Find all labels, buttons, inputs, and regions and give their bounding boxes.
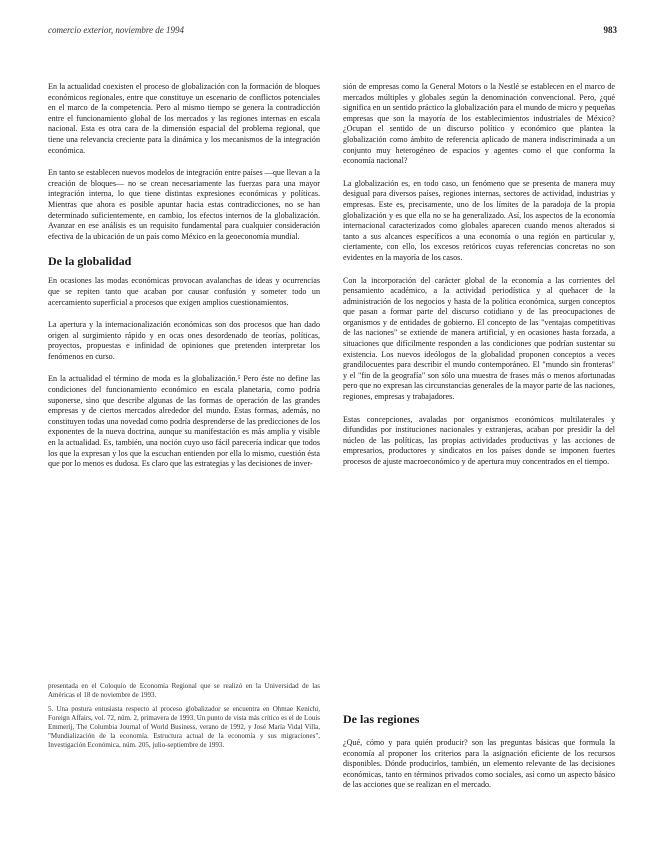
page-number: 983 [603, 25, 617, 35]
paragraph: En la actualidad el término de moda es la globalización.⁵ Pero éste no define las condiciones del funcionamiento económico en escala planetaria, como podría suponerse, sino que describe algunas de las formas de operación de las grandes empresas y de ciertos mercados alrededor del mundo. Estas formas, además, no constituyen todas una novedad como podría desprenderse de las predicciones de los exponentes de la nueva doctrina, aunque su manifestación es más amplia y visible en la actualidad. Es, también, una noción cuyo uso fácil parecería indicar que todos los que la expresan y los que la escuchan entienden por ella lo mismo, cuestión ésta que por lo menos es dudosa. Es claro que las estrategias y las decisiones de inver- [48, 374, 320, 469]
left-column [48, 82, 320, 470]
right-column-bottom [343, 738, 615, 791]
running-head: comercio exterior, noviembre de 1994 [48, 25, 185, 35]
section-title-regiones: De las regiones [343, 712, 420, 726]
paragraph: Con la incorporación del carácter global de la economía a las corrientes del pensamiento académico, a la actividad periodística y al quehacer de la administración de los negocios y hasta de la política económica, surgen conceptos que pasan a formar parte del discurso cotidiano y de las preocupaciones de organismos y de entidades de gobierno. El concepto de las "ventajas competitivas de las naciones" se extiende de manera artificial, y en ocasiones hasta forzada, a situaciones que difícilmente responden a las condiciones que podrían sustentar su existencia. Los nuevos ideólogos de la globalidad proponen conceptos a veces grandilocuentes para describir el mundo contemporáneo. El "mundo sin fronteras" y el "fin de la geografía" son sólo una muestra de frases más o menos afortunadas pero que no expresan las circunstancias generales de la mayor parte de las naciones, regiones, empresas y trabajadores. [343, 275, 615, 402]
section-title-globalidad: De la globalidad [48, 254, 132, 269]
paragraph: sión de empresas como la General Motors o la Nestlé se establecen en el marco de mercados múltiples y globales según la denominación convencional. Pero, ¿qué significa en un sentido práctico la globalización para el mundo de micro y pequeñas empresas que son la mayoría de los establecimientos industriales de México? ¿Ocupan el sentido de un discurso político y económico que plantea la globalización como ámbito de referencia aplicado de manera indiscriminada a un conjunto muy heterogéneo de espacios y agentes como el que conforma la economía nacional? [343, 82, 615, 166]
paragraph: ¿Qué, cómo y para quién producir? son las preguntas básicas que formula la economía al proponer los criterios para la asignación eficiente de los recursos disponibles. Dónde producirlos, también, un elemento relevante de las decisiones económicas, tanto en términos privados como sociales, así como un aspecto básico de las acciones que se realizan en el mercado. [343, 738, 615, 790]
right-column [343, 82, 615, 468]
section-regiones [343, 712, 615, 726]
paragraph: En la actualidad coexisten el proceso de globalización con la formación de bloques económicos regionales, entre que constituye un escenario de conflictos potenciales en el marco de la competencia. Pero al mismo tiempo se genera la contradicción entre el funcionamiento global de los mercados y las regiones internas en escala nacional. Esta es otra cara de la dimensión espacial del problema regional, que tiene una relevancia creciente para la dinámica y los mecanismos de la integración económica. [48, 82, 320, 155]
footnotes [48, 682, 320, 750]
paragraph: La apertura y la internacionalización económicas son dos procesos que han dado origen al surgimiento rápido y en ocas ones desordenado de teorías, políticas, proyectos, propuestas e infinidad de opiniones que pretenden interpretar los fenómenos en curso. [48, 320, 320, 361]
paragraph: En ocasiones las modas económicas provocan avalanchas de ideas y ocurrencias que se repiten tanto que acaban por causar confusión y someter todo un acercamiento superficial a procesos que exigen amplios cuestionamientos. [48, 276, 320, 307]
footnote: presentada en el Coloquio de Economía Regional que se realizó en la Universidad de las Américas el 18 de noviembre de 1993. [48, 682, 320, 699]
paragraph: En tanto se establecen nuevos modelos de integración entre países —que llevan a la creación de bloques— no se crean necesariamente las fuerzas para una mayor integración interna, lo que tiene distintas expresiones económicas y políticas. Mientras que ahora es posible apuntar hacia estas contradicciones, no se han determinado suficientemente, en cambio, los efectos internos de la globalización. Avanzar en ese análisis es un requisito fundamental para cualquier consideración efectiva de la ubicación de un país como México en la geoeconomía mundial. [48, 168, 320, 241]
paragraph: Estas concepciones, avaladas por organismos económicos multilaterales y difundidas por instituciones nacionales y extranjeras, acaban por presidir la del núcleo de las políticas, las propias actividades productivas y las acciones de empresarios, productores y sindicatos en los países donde se imponen fuertes procesos de ajuste macroeconómico y de apertura muy concentrados en el tiempo. [343, 414, 615, 466]
footnote: 5. Una postura entusiasta respecto al proceso globalizador se encuentra en Ohmae Kenichi, Foreign Affairs, vol. 72, núm. 2, primavera de 1993. Un punto de vista más crítico es el de Louis Emmerij, The Columbia Journal of World Business, verano de 1992, y José María Vidal Villa, "Mundialización de la economía. Estructura actual de la economía y sus migraciones", Investigación Económica, núm. 205, julio-septiembre de 1993. [48, 705, 320, 749]
paragraph: La globalización es, en todo caso, un fenómeno que se presenta de manera muy desigual para diversos países, regiones internas, sectores de actividad, industrias y empresas. Este es, precisamente, uno de los límites de la paradoja de la propia globalización y es que ella no se ha generalizado. Así, los aspectos de la economía internacional caracterizados como globales aparecen cuando menos alterados si tanto a sus alcances específicos a una economía o una región en particular y, ciertamente, con ello, los excesos retóricos cuyas referencias concretas no son evidentes en la mayoría de los casos. [343, 178, 615, 262]
